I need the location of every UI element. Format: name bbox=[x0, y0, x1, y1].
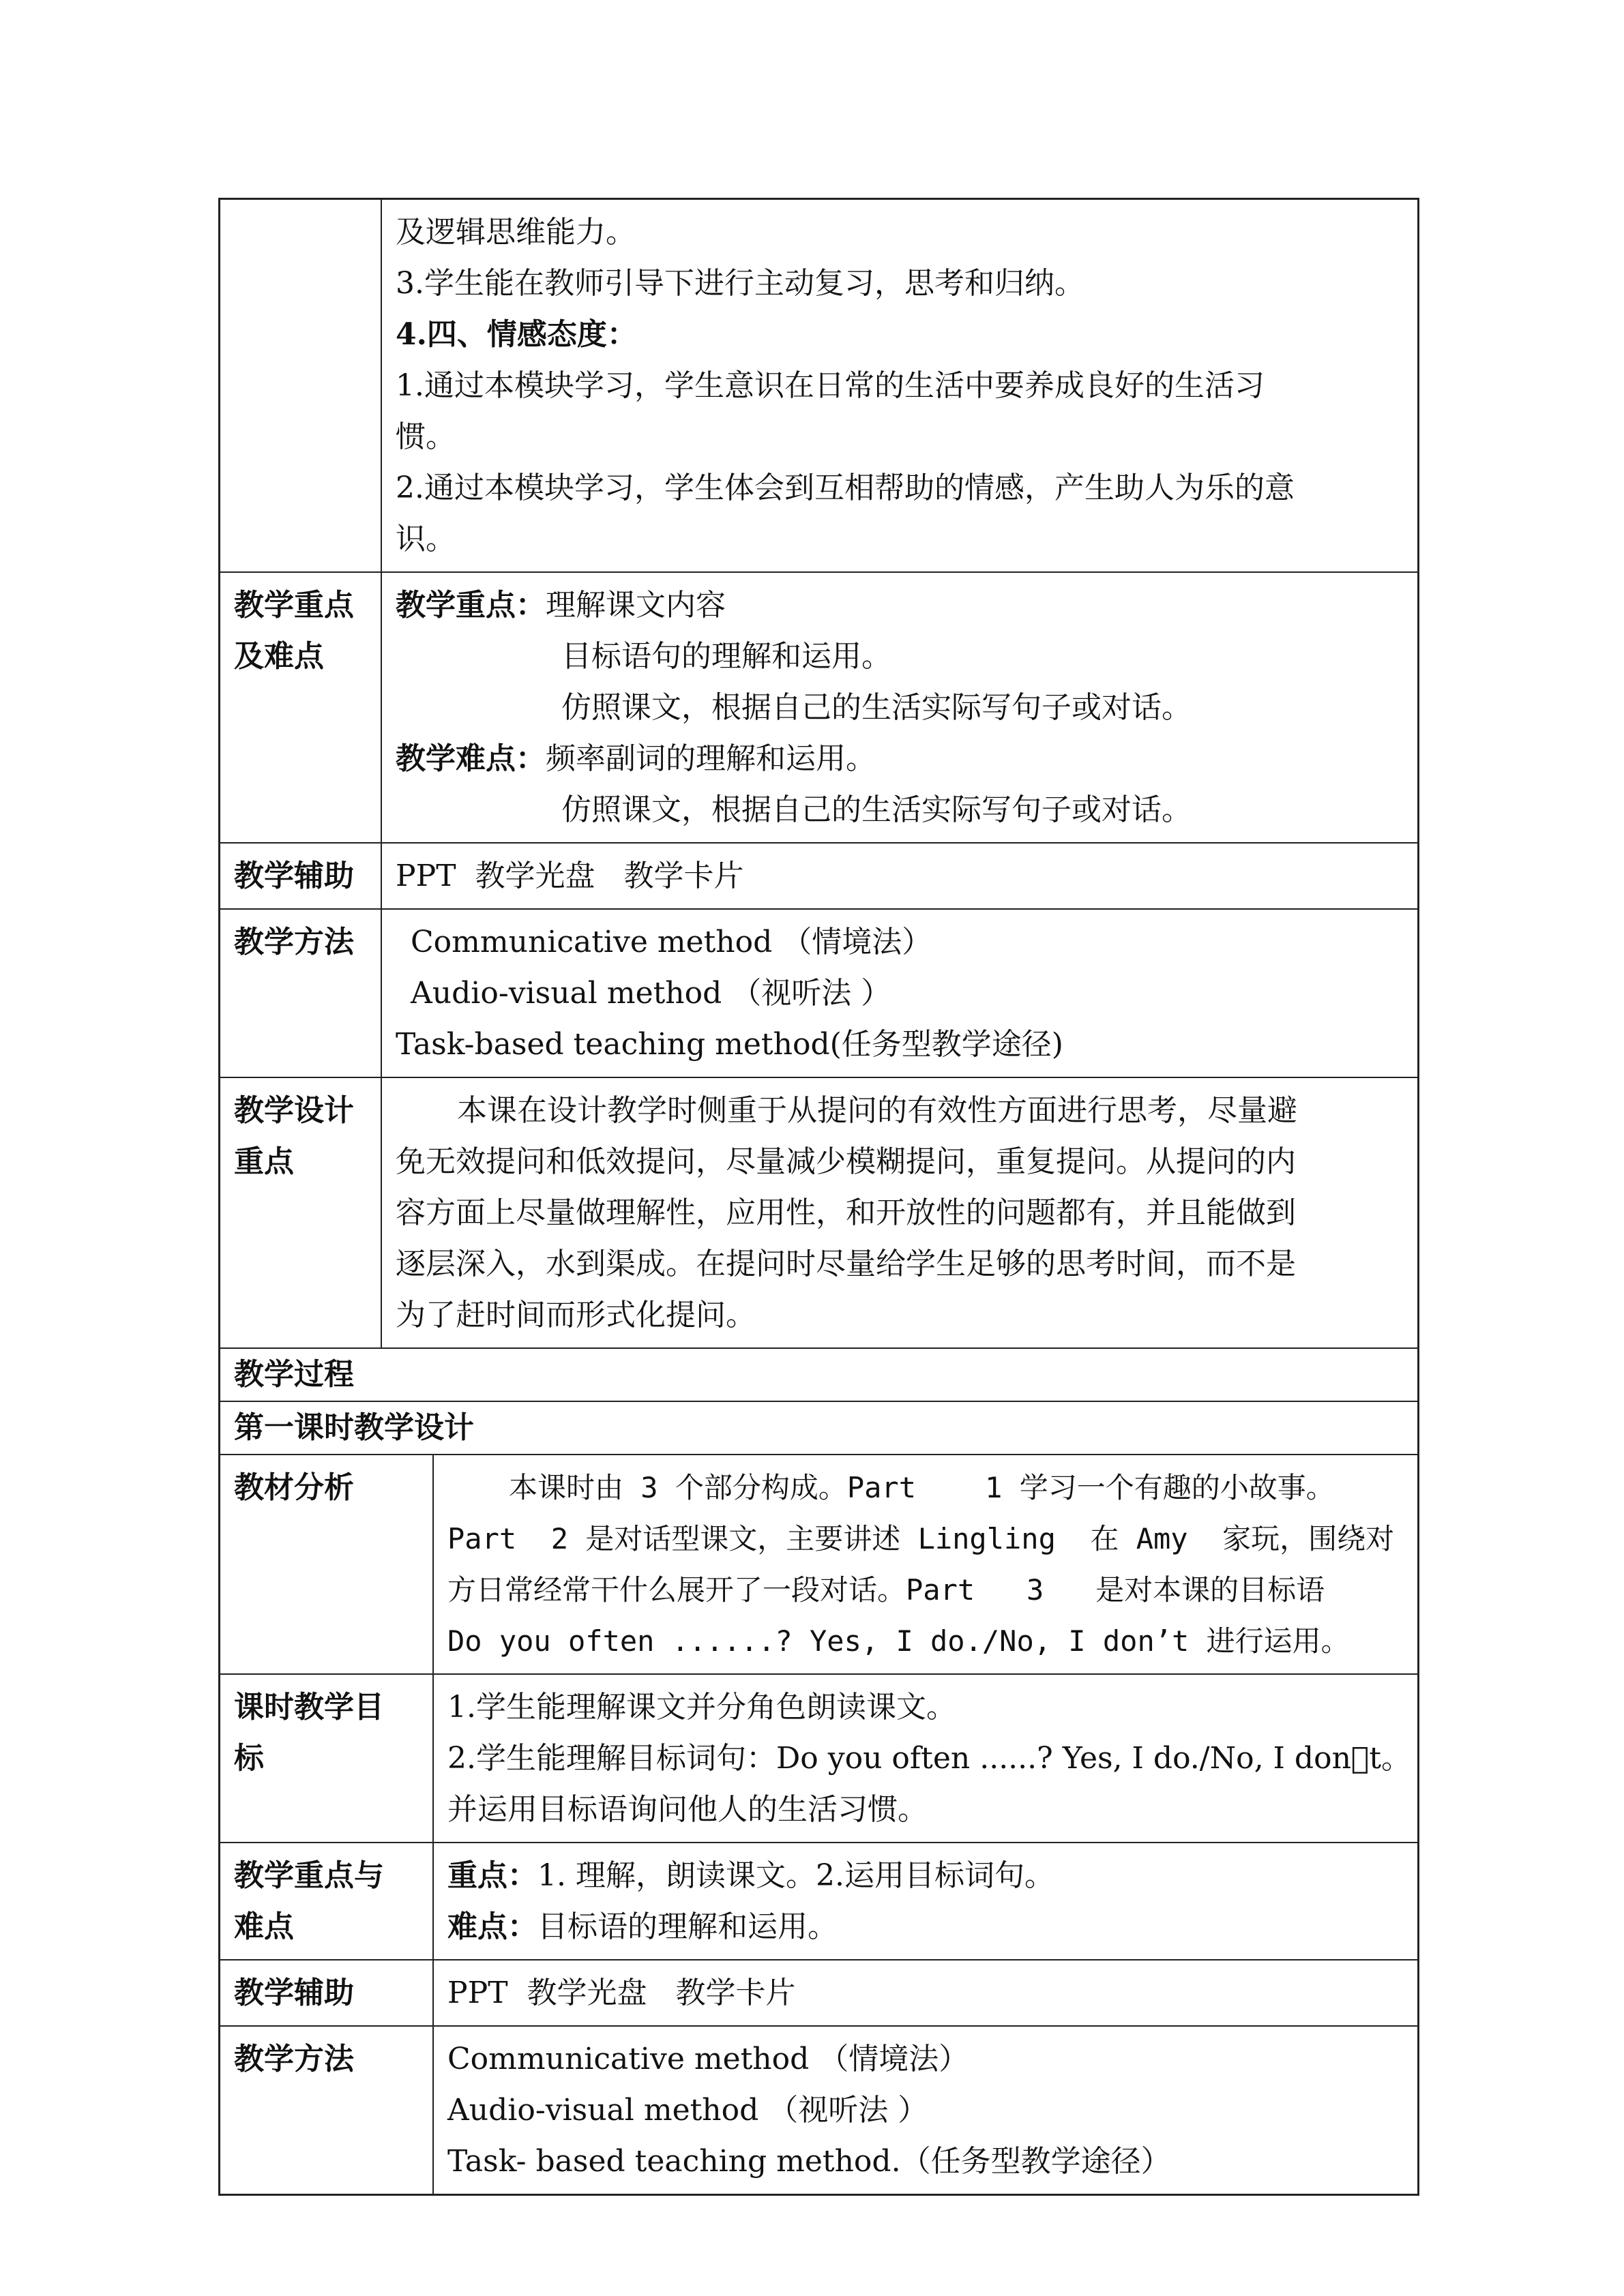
diff-label: 教学难点： bbox=[396, 741, 546, 776]
text-line: 2.通过本模块学习，学生体会到互相帮助的情感，产生助人为乐的意 bbox=[396, 471, 1295, 505]
diff-line: 仿照课文，根据自己的生活实际写句子或对话。 bbox=[561, 792, 1192, 827]
row-label bbox=[220, 1675, 434, 1842]
row-label: 教学辅助 bbox=[220, 1960, 434, 2025]
label-line: 难点 bbox=[234, 1909, 294, 1944]
key-text: 理解课文内容 bbox=[546, 588, 726, 623]
aids-content: PPT 教学光盘 教学卡片 bbox=[396, 859, 744, 893]
row-label: 教学方法 bbox=[220, 2027, 434, 2194]
method-line: Audio-visual method （视听法 ） bbox=[447, 2093, 928, 2128]
text-line: 2.学生能理解目标词句：Do you often ......? Yes, I do./No, I don t。 bbox=[447, 1741, 1412, 1776]
diff-line bbox=[396, 733, 1404, 784]
diff-text: 频率副词的理解和运用。 bbox=[546, 741, 876, 776]
row-design-focus bbox=[220, 1077, 1417, 1347]
label-line: 教学设计 bbox=[234, 1093, 354, 1128]
row-label: 教材分析 bbox=[220, 1455, 434, 1673]
diff-line bbox=[447, 1901, 1404, 1952]
text-line: 本课在设计教学时侧重于从提问的有效性方面进行思考，尽量避 bbox=[457, 1093, 1297, 1128]
lesson-objectives-content bbox=[434, 1675, 1425, 1842]
lesson-key-points-content bbox=[434, 1843, 1417, 1959]
key-points-content bbox=[382, 573, 1417, 842]
row-teaching-aids bbox=[220, 842, 1417, 908]
diff-text: 目标语的理解和运用。 bbox=[537, 1909, 838, 1944]
section-heading: 教学过程 bbox=[234, 1357, 354, 1392]
row-label: 教学方法 bbox=[220, 910, 382, 1077]
text-line: 3.学生能在教师引导下进行主动复习，思考和归纳。 bbox=[396, 266, 1084, 301]
label-line: 及难点 bbox=[234, 639, 324, 674]
key-line bbox=[396, 580, 1404, 631]
text-line: Do you often ......? Yes, I do./No, I don’t 进行运用。 bbox=[447, 1624, 1350, 1658]
row-lesson-key-points bbox=[220, 1842, 1417, 1959]
row-lesson-methods bbox=[220, 2025, 1417, 2194]
row-label bbox=[220, 573, 382, 842]
key-label: 教学重点： bbox=[396, 588, 546, 623]
key-label: 重点： bbox=[447, 1858, 537, 1893]
material-analysis-content bbox=[434, 1455, 1417, 1673]
lesson-plan-table bbox=[218, 198, 1419, 2196]
method-line: Task-based teaching method(任务型教学途径) bbox=[396, 1027, 1063, 1062]
row-objectives-continued bbox=[220, 200, 1417, 571]
text-line: 免无效提问和低效提问，尽量减少模糊提问，重复提问。从提问的内 bbox=[396, 1144, 1296, 1179]
methods-content bbox=[382, 910, 1417, 1077]
row-label bbox=[220, 1078, 382, 1347]
label-line: 教学重点 bbox=[234, 588, 354, 623]
row-key-points bbox=[220, 571, 1417, 842]
key-text: 1. 理解，朗读课文。2.运用目标词句。 bbox=[537, 1858, 1054, 1893]
row-lesson-objectives bbox=[220, 1673, 1417, 1842]
method-line: Communicative method （情境法） bbox=[447, 2042, 969, 2076]
label-line: 教学重点与 bbox=[234, 1858, 384, 1893]
row-teaching-process bbox=[220, 1347, 1417, 1401]
row-label bbox=[220, 1843, 434, 1959]
text-line: 容方面上尽量做理解性，应用性，和开放性的问题都有，并且能做到 bbox=[396, 1195, 1296, 1230]
diff-label: 难点： bbox=[447, 1909, 537, 1944]
aids-content: PPT 教学光盘 教学卡片 bbox=[447, 1976, 796, 2010]
row-label-empty bbox=[220, 200, 382, 571]
method-line: Communicative method （情境法） bbox=[411, 925, 932, 959]
section-heading: 第一课时教学设计 bbox=[234, 1410, 474, 1445]
row-label: 教学辅助 bbox=[220, 844, 382, 908]
key-line: 目标语句的理解和运用。 bbox=[561, 639, 891, 674]
text-line: 并运用目标语询问他人的生活习惯。 bbox=[447, 1792, 928, 1827]
label-line: 课时教学目 bbox=[234, 1690, 384, 1725]
text-line: 为了赶时间而形式化提问。 bbox=[396, 1298, 756, 1332]
label-line: 重点 bbox=[234, 1144, 294, 1179]
row-teaching-methods bbox=[220, 908, 1417, 1077]
key-line: 仿照课文，根据自己的生活实际写句子或对话。 bbox=[561, 690, 1192, 725]
key-line bbox=[447, 1850, 1404, 1901]
text-line: 识。 bbox=[396, 522, 456, 556]
text-line: 4.四、情感态度： bbox=[396, 317, 637, 352]
text-line: Part 2 是对话型课文，主要讲述 Lingling 在 Amy 家玩，围绕对 bbox=[447, 1522, 1395, 1555]
row-first-lesson bbox=[220, 1401, 1417, 1454]
method-line: Task- based teaching method.（任务型教学途径） bbox=[447, 2144, 1171, 2179]
text-line: 及逻辑思维能力。 bbox=[396, 215, 636, 250]
label-line: 标 bbox=[234, 1741, 264, 1776]
text-line: 方日常经常干什么展开了一段对话。Part 3 是对本课的目标语 bbox=[447, 1573, 1325, 1607]
design-focus-content bbox=[382, 1078, 1417, 1347]
method-line: Audio-visual method （视听法 ） bbox=[411, 976, 891, 1011]
text-line: 1.学生能理解课文并分角色朗读课文。 bbox=[447, 1690, 956, 1725]
row-lesson-aids bbox=[220, 1959, 1417, 2025]
text-line: 惯。 bbox=[396, 419, 456, 454]
text-line: 本课时由 3 个部分构成。Part 1 学习一个有趣的小故事。 bbox=[509, 1471, 1335, 1504]
methods-content bbox=[434, 2027, 1417, 2194]
row-material-analysis bbox=[220, 1454, 1417, 1673]
text-line: 逐层深入，水到渠成。在提问时尽量给学生足够的思考时间，而不是 bbox=[396, 1247, 1296, 1281]
objectives-content bbox=[382, 200, 1417, 571]
text-line: 1.通过本模块学习，学生意识在日常的生活中要养成良好的生活习 bbox=[396, 368, 1265, 403]
